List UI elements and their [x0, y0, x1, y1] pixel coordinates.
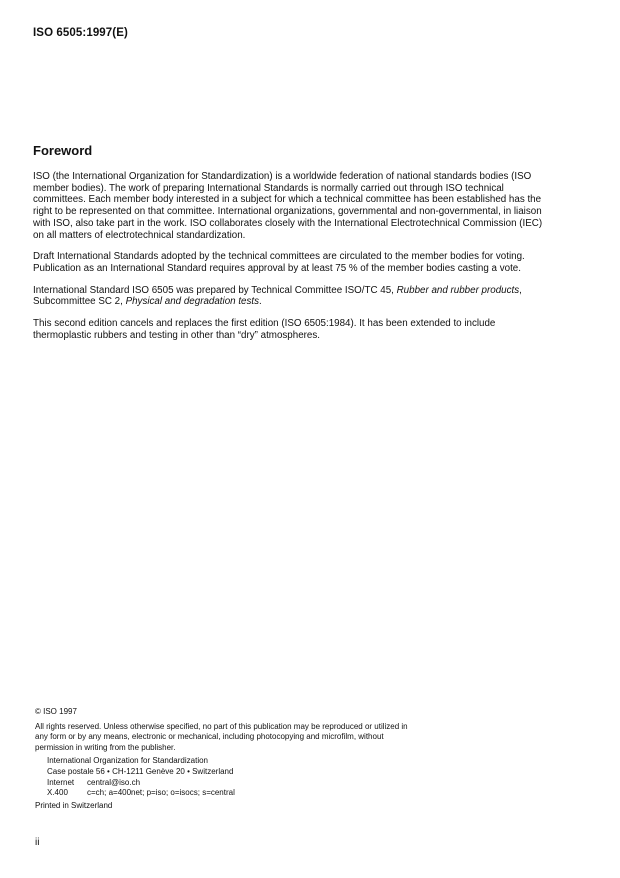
foreword-paragraph-1: ISO (the International Organization for Standardization) is a worldwide federation of national standards bodies (ISO member bodies). The work of preparing International Standards is normally carried out through ISO technical committees. Each member body interested in a subject for which a technical committee has been established has the right to be represented on that committee. International organizations, governmental and non-governmental, in liaison with ISO, also take part in the work. ISO collaborates closely with the International Electrotechnical Commission (IEC) on all matters of electrotechnical standardization. — [33, 171, 543, 241]
printed-in: Printed in Switzerland — [35, 800, 113, 810]
foreword-paragraph-3 — [33, 285, 553, 308]
internet-row — [47, 778, 415, 789]
copyright-notice: © ISO 1997 — [35, 707, 77, 716]
internet-value: central@iso.ch — [87, 777, 141, 787]
document-header: ISO 6505:1997(E) — [33, 27, 128, 39]
postal-address: Case postale 56 • CH-1211 Genève 20 • Switzerland — [47, 766, 234, 776]
publisher-address — [47, 756, 415, 798]
foreword-heading: Foreword — [33, 143, 93, 158]
p3-text-e: . — [259, 296, 262, 308]
p3-text-c: , Subcommittee SC 2, — [33, 284, 522, 308]
copyright-block — [35, 707, 415, 811]
p3-committee-title: Rubber and rubber products — [396, 284, 520, 296]
org-name: International Organization for Standardization — [47, 756, 208, 766]
p3-text-a: International Standard ISO 6505 was prepared by Technical Committee ISO/TC 45, — [33, 284, 397, 296]
x400-label: X.400 — [47, 788, 68, 798]
foreword-paragraph-4: This second edition cancels and replaces the first edition (ISO 6505:1984). It has been extended to include thermoplastic rubbers and testing in other than “dry” atmospheres. — [33, 318, 496, 341]
x400-value: c=ch; a=400net; p=iso; o=isocs; s=central — [87, 788, 235, 798]
foreword-paragraph-2: Draft International Standards adopted by the technical committees are circulated to the member bodies for voting. Publication as an International Standard requires approval by at least 75 % of the member bodies casting a vote. — [33, 251, 525, 274]
p3-subcommittee-title: Physical and degradation tests — [125, 296, 260, 308]
foreword-body — [33, 171, 553, 351]
internet-label: Internet — [47, 777, 75, 787]
x400-row — [47, 788, 415, 799]
rights-statement: All rights reserved. Unless otherwise specified, no part of this publication may be reproduced or utilized in any form or by any means, electronic or mechanical, including photocopying and microfilm, without permission in writing from the publisher. — [35, 721, 408, 752]
page-number: ii — [35, 837, 40, 848]
